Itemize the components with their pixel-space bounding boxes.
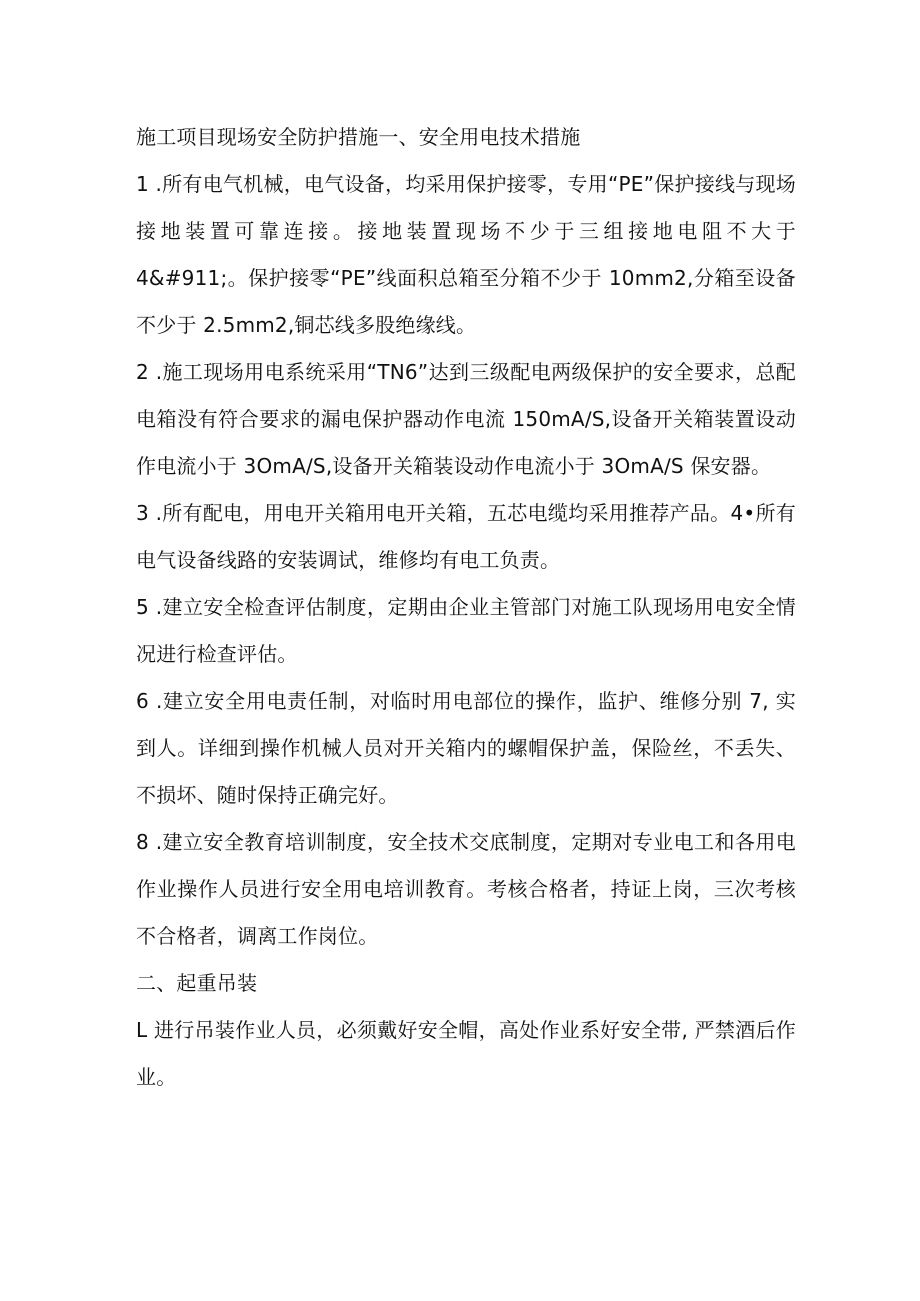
paragraph-5: 5 .建立安全检查评估制度，定期由企业主管部门对施工队现场用电安全情况进行检查评估。 [136, 595, 796, 666]
section-heading-lifting: 二、起重吊装 [136, 971, 258, 995]
paragraph-8: 8 .建立安全教育培训制度，安全技术交底制度，定期对专业电工和各用电作业操作人员进行安全用电培训教育。考核合格者，持证上岗，三次考核不合格者，调离工作岗位。 [136, 830, 796, 948]
document-title: 施工项目现场安全防护措施一、安全用电技术措施 [136, 125, 581, 149]
paragraph-1: 1 .所有电气机械，电气设备，均采用保护接零，专用“PE”保护接线与现场接地装置可靠连接。接地装置现场不少于三组接地电阻不大于 4&#911;。保护接零“PE”线面积总箱至分箱不少于 10mm2,分箱至设备不少于 2.5mm2,铜芯线多股绝缘线。 [136, 172, 796, 337]
paragraph-2: 2 .施工现场用电系统采用“TN6”达到三级配电两级保护的安全要求，总配电箱没有符合要求的漏电保护器动作电流 150mA∕S,设备开关箱装置设动作电流小于 3OmA∕S,设备开关箱装设动作电流小于 3OmA∕S 保安器。 [136, 360, 796, 478]
paragraph-6: 6 .建立安全用电责任制，对临时用电部位的操作，监护、维修分别 7, 实到人。详细到操作机械人员对开关箱内的螺帽保护盖，保险丝，不丢失、不损坏、随时保持正确完好。 [136, 689, 796, 807]
document-content [136, 114, 796, 1101]
paragraph-3: 3 .所有配电，用电开关箱用电开关箱，五芯电缆均采用推荐产品。4•所有电气设备线路的安装调试，维修均有电工负责。 [136, 501, 796, 572]
lifting-paragraph-1: L 进行吊装作业人员，必须戴好安全帽，高处作业系好安全带, 严禁酒后作业。 [136, 1018, 796, 1089]
